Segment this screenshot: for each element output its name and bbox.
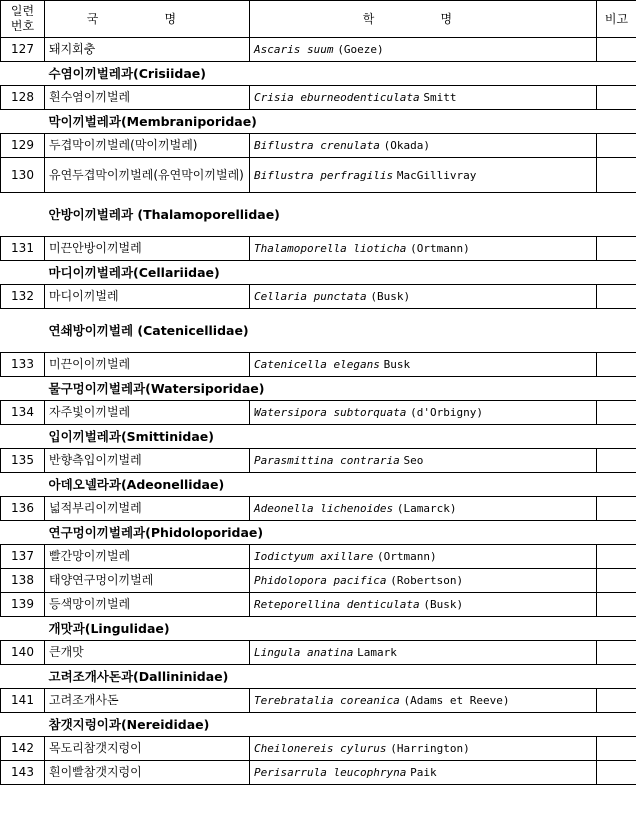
scientific-name (250, 737, 597, 761)
genus-species: Reteporellina denticulata (254, 598, 420, 611)
family-name: 고려조개사돈과(Dallininidae) (48, 669, 229, 684)
author: (Busk) (370, 290, 411, 303)
author: (Goeze) (337, 43, 384, 56)
species-row (1, 497, 636, 521)
family-heading-row (1, 473, 636, 497)
korean-name: 미끈안방이끼벌레 (45, 237, 250, 261)
family-heading-row (1, 617, 636, 641)
note-cell (597, 641, 636, 665)
species-row (1, 761, 636, 785)
family-name: 참갯지렁이과(Nereididae) (48, 717, 210, 732)
family-name: 수염이끼벌레과(Crisiidae) (48, 66, 206, 81)
korean-name: 등색망이끼벌레 (45, 593, 250, 617)
author: (Adams et Reeve) (403, 694, 510, 707)
genus-species: Thalamoporella lioticha (254, 242, 407, 255)
header-row (1, 1, 636, 38)
species-row (1, 86, 636, 110)
scientific-name (250, 401, 597, 425)
note-cell (597, 401, 636, 425)
family-name: 막이끼벌레과(Membraniporidae) (48, 114, 257, 129)
serial-number: 137 (1, 545, 45, 569)
note-cell (597, 237, 636, 261)
note-cell (597, 593, 636, 617)
family-name: 연구멍이끼벌레과(Phidoloporidae) (48, 525, 264, 540)
family-heading-row (1, 665, 636, 689)
scientific-name (250, 38, 597, 62)
family-heading-row (1, 62, 636, 86)
korean-name: 반향측입이끼벌레 (45, 449, 250, 473)
note-cell (597, 353, 636, 377)
scientific-name (250, 593, 597, 617)
serial-number: 136 (1, 497, 45, 521)
species-row (1, 401, 636, 425)
header-scientific-name: 학 명 (250, 1, 597, 38)
scientific-name (250, 497, 597, 521)
serial-number: 132 (1, 285, 45, 309)
note-cell (597, 134, 636, 158)
korean-name: 태양연구멍이끼벌레 (45, 569, 250, 593)
author: Seo (403, 454, 424, 467)
serial-number: 139 (1, 593, 45, 617)
serial-number: 130 (1, 158, 45, 193)
author: (Lamarck) (396, 502, 457, 515)
species-row (1, 545, 636, 569)
scientific-name (250, 353, 597, 377)
serial-number: 129 (1, 134, 45, 158)
family-heading-row (1, 521, 636, 545)
genus-species: Biflustra perfragilis (254, 168, 394, 182)
species-row (1, 158, 636, 193)
family-name: 아데오넬라과(Adeonellidae) (48, 477, 225, 492)
serial-number: 131 (1, 237, 45, 261)
serial-number: 138 (1, 569, 45, 593)
genus-species: Iodictyum axillare (254, 550, 374, 563)
family-name: 마디이끼벌레과(Cellariidae) (48, 265, 220, 280)
scientific-name (250, 237, 597, 261)
korean-name: 흰수염이끼벌레 (45, 86, 250, 110)
author: (Okada) (383, 139, 431, 152)
genus-species: Biflustra crenulata (254, 139, 380, 152)
family-heading-row (1, 309, 636, 353)
table-body (1, 38, 636, 785)
korean-name: 미끈이이끼벌레 (45, 353, 250, 377)
genus-species: Adeonella lichenoides (254, 502, 394, 515)
species-row (1, 593, 636, 617)
family-heading-row (1, 425, 636, 449)
species-row (1, 237, 636, 261)
header-serial-line1: 일련 (10, 4, 35, 18)
korean-name: 유연두겹막이끼벌레(유연막이끼벌레) (45, 158, 250, 193)
header-korean-name: 국 명 (45, 1, 250, 38)
scientific-name (250, 158, 597, 193)
korean-name: 고려조개사돈 (45, 689, 250, 713)
note-cell (597, 86, 636, 110)
note-cell (597, 761, 636, 785)
author: (Harrington) (390, 742, 470, 755)
serial-number: 143 (1, 761, 45, 785)
scientific-name (250, 689, 597, 713)
species-row (1, 285, 636, 309)
author: (Busk) (423, 598, 464, 611)
genus-species: Ascaris suum (254, 43, 334, 56)
family-heading-row (1, 713, 636, 737)
korean-name: 흰이빨참갯지렁이 (45, 761, 250, 785)
korean-name: 자주빛이끼벌레 (45, 401, 250, 425)
family-name: 개맛과(Lingulidae) (48, 621, 170, 636)
serial-number: 141 (1, 689, 45, 713)
species-row (1, 737, 636, 761)
serial-number: 140 (1, 641, 45, 665)
korean-name: 두겹막이끼벌레(막이끼벌레) (45, 134, 250, 158)
species-row (1, 689, 636, 713)
species-row (1, 38, 636, 62)
korean-name: 넓적부리이끼벌레 (45, 497, 250, 521)
note-cell (597, 449, 636, 473)
genus-species: Cellaria punctata (254, 290, 367, 303)
family-heading-row (1, 110, 636, 134)
note-cell (597, 285, 636, 309)
scientific-name (250, 641, 597, 665)
note-cell (597, 569, 636, 593)
family-name: 안방이끼벌레과 (Thalamoporellidae) (48, 207, 280, 222)
author: (Ortmann) (410, 242, 470, 255)
scientific-name (250, 134, 597, 158)
genus-species: Crisia eburneodenticulata (254, 91, 420, 104)
note-cell (597, 158, 636, 193)
scientific-name (250, 545, 597, 569)
header-serial-number (1, 1, 45, 38)
genus-species: Catenicella elegans (254, 358, 380, 371)
species-row (1, 134, 636, 158)
scientific-name (250, 569, 597, 593)
korean-name: 빨간망이끼벌레 (45, 545, 250, 569)
scientific-name (250, 761, 597, 785)
genus-species: Watersipora subtorquata (254, 406, 407, 419)
scientific-name (250, 285, 597, 309)
genus-species: Terebratalia coreanica (254, 694, 400, 707)
serial-number: 134 (1, 401, 45, 425)
species-row (1, 641, 636, 665)
serial-number: 128 (1, 86, 45, 110)
species-row (1, 569, 636, 593)
header-serial-line2: 번호 (10, 19, 35, 33)
genus-species: Phidolopora pacifica (254, 574, 387, 587)
family-name: 연쇄방이끼벌레 (Catenicellidae) (48, 323, 249, 338)
family-heading-row (1, 261, 636, 285)
header-note: 비고 (597, 1, 636, 38)
species-row (1, 353, 636, 377)
note-cell (597, 737, 636, 761)
note-cell (597, 545, 636, 569)
serial-number: 135 (1, 449, 45, 473)
note-cell (597, 497, 636, 521)
korean-name: 큰개맛 (45, 641, 250, 665)
scientific-name (250, 86, 597, 110)
genus-species: Cheilonereis cylurus (254, 742, 387, 755)
serial-number: 142 (1, 737, 45, 761)
family-heading-row (1, 193, 636, 237)
author: Lamark (357, 646, 397, 659)
korean-name: 마디이끼벌레 (45, 285, 250, 309)
family-heading-row (1, 377, 636, 401)
korean-name: 돼지회충 (45, 38, 250, 62)
author: (Robertson) (390, 574, 464, 587)
genus-species: Lingula anatina (254, 646, 354, 659)
author: Busk (383, 358, 411, 371)
author: Smitt (423, 91, 457, 104)
author: (d'Orbigny) (410, 406, 484, 419)
author: (Ortmann) (377, 550, 437, 563)
author: MacGillivray (396, 168, 477, 182)
scientific-name (250, 449, 597, 473)
serial-number: 133 (1, 353, 45, 377)
korean-name: 목도리참갯지렁이 (45, 737, 250, 761)
note-cell (597, 38, 636, 62)
author: Paik (410, 766, 437, 779)
note-cell (597, 689, 636, 713)
family-name: 물구멍이끼벌레과(Watersiporidae) (48, 381, 265, 396)
species-row (1, 449, 636, 473)
family-name: 입이끼벌레과(Smittinidae) (48, 429, 214, 444)
serial-number: 127 (1, 38, 45, 62)
genus-species: Parasmittina contraria (254, 454, 400, 467)
genus-species: Perisarrula leucophryna (254, 766, 407, 779)
